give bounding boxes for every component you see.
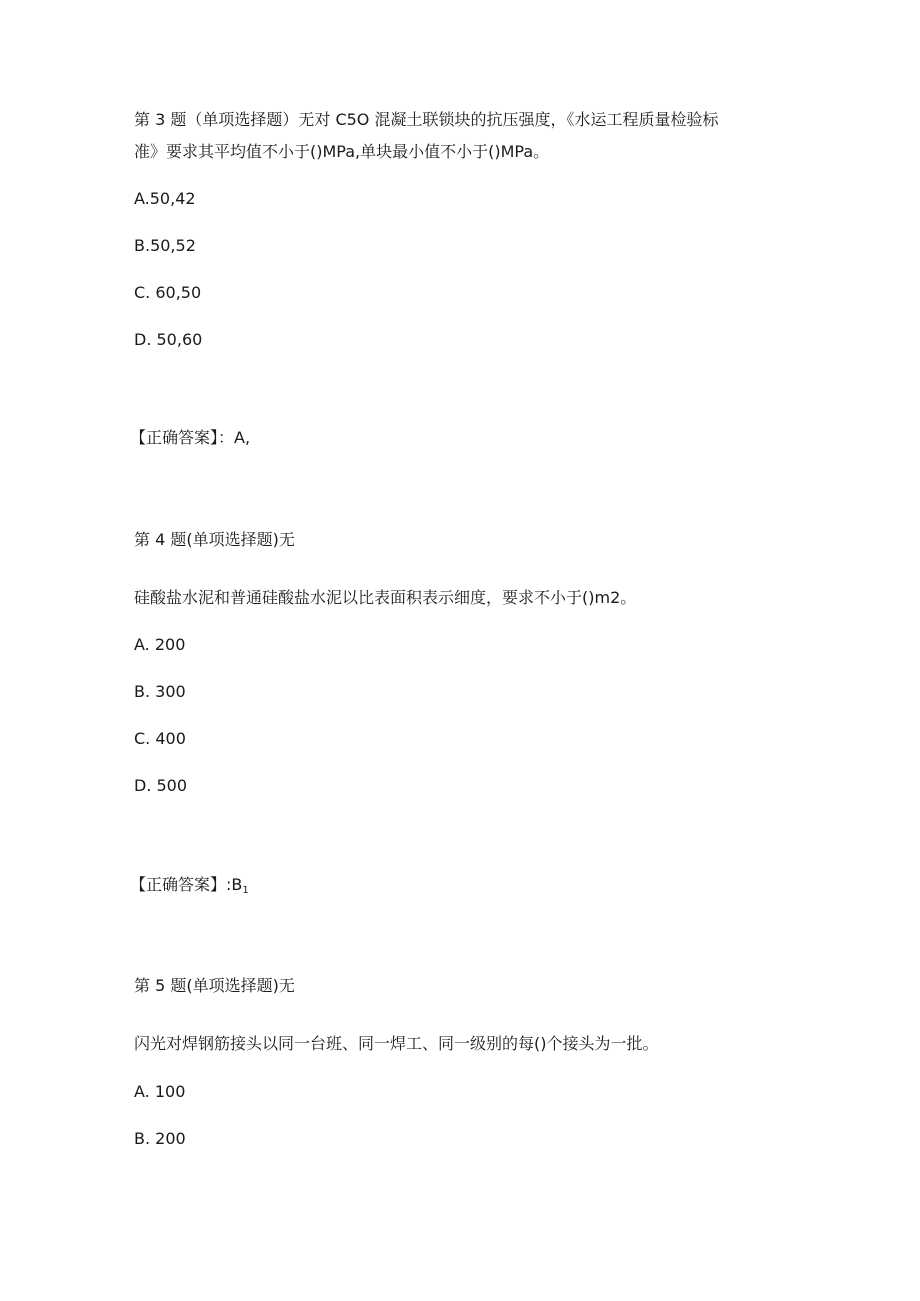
- question-4-option-d: D. 500: [134, 776, 188, 795]
- question-3-answer: 【正确答案】：A,: [130, 428, 251, 447]
- question-4-option-b: B. 300: [134, 682, 186, 701]
- question-3-option-b: B.50,52: [134, 236, 196, 255]
- question-4-option-c: C. 400: [134, 729, 186, 748]
- question-4-answer-subscript: 1: [242, 885, 249, 896]
- question-4-stem: 硅酸盐水泥和普通硅酸盐水泥以比表面积表示细度，要求不小于()m2。: [134, 588, 637, 607]
- question-5-stem: 闪光对焊钢筋接头以同一台班、同一焊工、同一级别的每()个接头为一批。: [134, 1034, 659, 1053]
- question-4-answer-text: 【正确答案】:B: [130, 875, 243, 894]
- question-4-title: 第 4 题(单项选择题)无: [134, 530, 295, 549]
- question-3-option-c: C. 60,50: [134, 283, 202, 302]
- question-3-option-a: A.50,42: [134, 189, 196, 208]
- question-3-stem-line-1: 第 3 题（单项选择题）无对 C5O 混凝土联锁块的抗压强度，《水运工程质量检验标: [134, 110, 719, 129]
- question-5-option-b: B. 200: [134, 1129, 186, 1148]
- question-3-option-d: D. 50,60: [134, 330, 203, 349]
- question-5-option-a: A. 100: [134, 1082, 186, 1101]
- question-4-option-a: A. 200: [134, 635, 186, 654]
- question-5-title: 第 5 题(单项选择题)无: [134, 976, 295, 995]
- question-3-stem-line-2: 准》要求其平均值不小于()MPa,单块最小值不小于()MPa。: [134, 142, 550, 161]
- question-4-answer: [130, 873, 249, 897]
